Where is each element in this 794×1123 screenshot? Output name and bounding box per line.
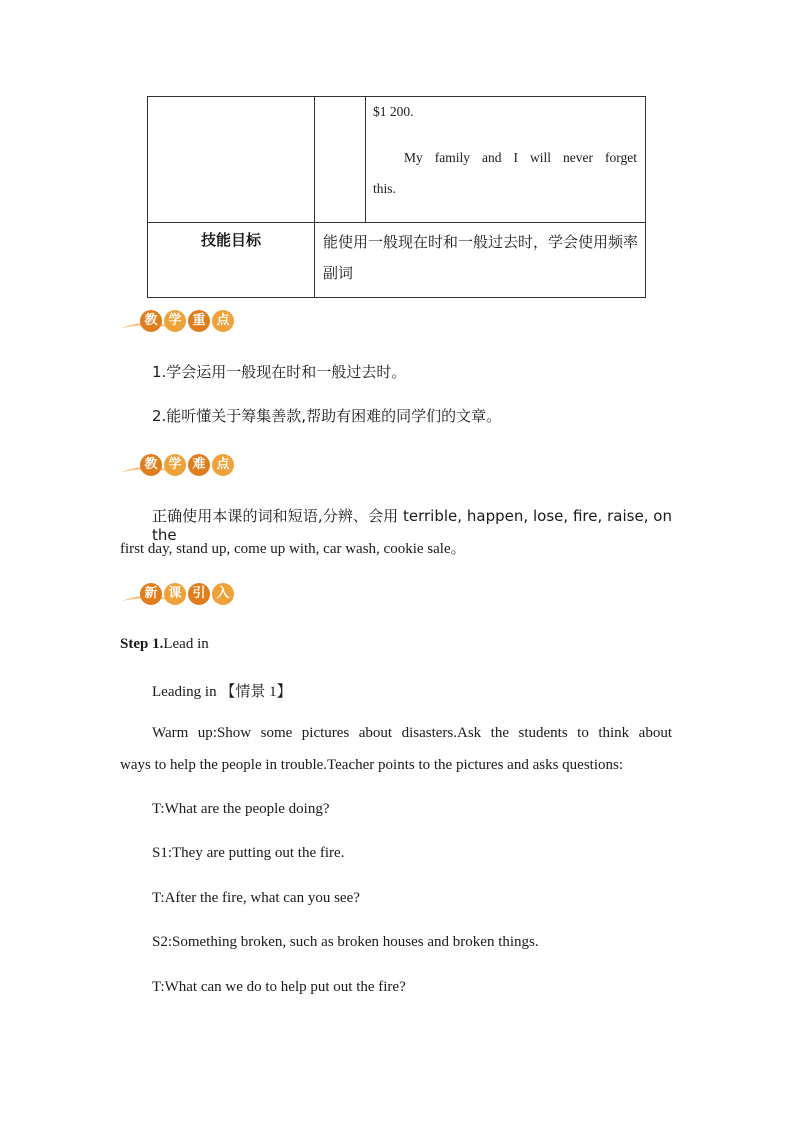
skill-description: 能使用一般现在时和一般过去时，学会使用频率副词 bbox=[323, 233, 639, 282]
badge-char: 点 bbox=[212, 454, 234, 476]
badge-char: 入 bbox=[212, 583, 234, 605]
badge-char: 教 bbox=[140, 310, 162, 332]
badge-char: 引 bbox=[188, 583, 210, 605]
dialogue-line: S1:They are putting out the fire. bbox=[152, 845, 345, 861]
step-title: Lead in bbox=[163, 636, 209, 652]
leading-in: Leading in 【情景 1】 bbox=[152, 684, 292, 700]
objectives-table bbox=[147, 96, 646, 298]
step-label: Step 1. bbox=[120, 636, 164, 652]
key-point: 2.能听懂关于筹集善款,帮助有困难的同学们的文章。 bbox=[152, 407, 502, 425]
table-divider bbox=[365, 97, 366, 223]
badge-char: 难 bbox=[188, 454, 210, 476]
dialogue-line: T:What are the people doing? bbox=[152, 801, 330, 817]
quote-line: this. bbox=[373, 181, 396, 196]
badge-char: 重 bbox=[188, 310, 210, 332]
badge-char: 学 bbox=[164, 310, 186, 332]
dialogue-line: T:What can we do to help put out the fire? bbox=[152, 979, 406, 995]
money-text: $1 200. bbox=[373, 104, 414, 119]
section-badge-difficulty bbox=[120, 452, 232, 478]
quote-line: My family and I will never forget bbox=[404, 150, 637, 165]
warm-up-text: Warm up:Show some pictures about disasters.Ask the students to think about bbox=[152, 725, 672, 741]
badge-char: 学 bbox=[164, 454, 186, 476]
section-badge-lead-in bbox=[120, 581, 232, 607]
dialogue-line: T:After the fire, what can you see? bbox=[152, 890, 360, 906]
table-divider bbox=[148, 222, 645, 223]
skill-label: 技能目标 bbox=[200, 231, 261, 249]
badge-char: 教 bbox=[140, 454, 162, 476]
table-divider bbox=[314, 97, 315, 298]
difficulty-text: first day, stand up, come up with, car wash, cookie sale。 bbox=[120, 541, 466, 557]
section-badge-key-points bbox=[120, 308, 232, 334]
step-heading bbox=[120, 636, 209, 653]
badge-char: 新 bbox=[140, 583, 162, 605]
warm-up-text: ways to help the people in trouble.Teacher points to the pictures and asks questions: bbox=[120, 757, 623, 773]
difficulty-text: 正确使用本课的词和短语,分辨、会用 terrible, happen, lose, fire, raise, on the bbox=[152, 507, 672, 544]
key-point: 1.学会运用一般现在时和一般过去时。 bbox=[152, 363, 407, 381]
dialogue-line: S2:Something broken, such as broken houses and broken things. bbox=[152, 934, 539, 950]
badge-char: 课 bbox=[164, 583, 186, 605]
badge-char: 点 bbox=[212, 310, 234, 332]
